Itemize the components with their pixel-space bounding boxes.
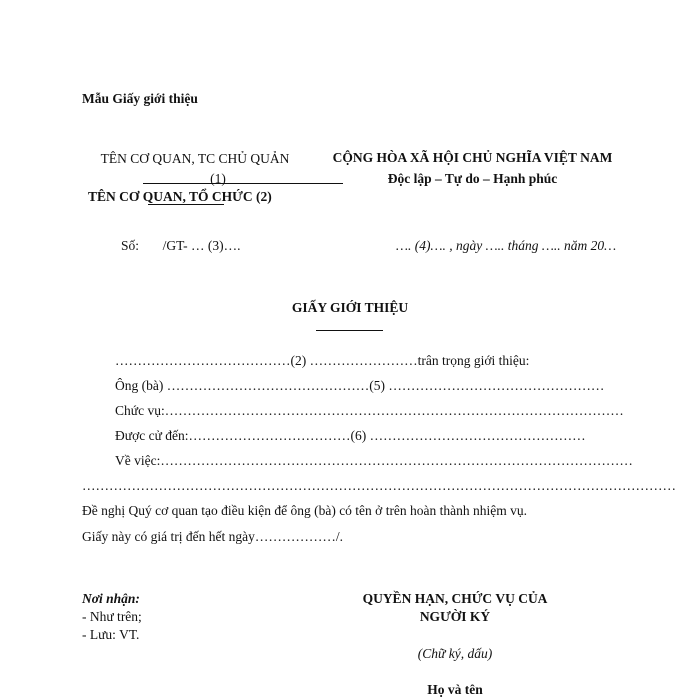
parent-agency-note: (1) [210, 171, 226, 186]
agency-underline [148, 204, 224, 205]
recipient-item: - Như trên; [82, 609, 142, 624]
body-regarding: Về việc:…………………………………………………………………………………………… [115, 453, 633, 468]
signer-name: Họ và tên [427, 682, 483, 697]
body-request: Đề nghị Quý cơ quan tạo điều kiện để ông (bà) có tên ở trên hoàn thành nhiệm vụ. [82, 503, 528, 518]
body-continuation: …………………………………………………………………………………………………………………… [82, 478, 676, 493]
parent-agency: TÊN CƠ QUAN, TC CHỦ QUẢN [100, 151, 290, 166]
signer-authority-line1: QUYỀN HẠN, CHỨC VỤ CỦA [362, 591, 548, 606]
signature-note: (Chữ ký, dấu) [417, 646, 493, 661]
body-intro: …………………………………(2) ……………………trân trọng giới thiệu: [115, 353, 530, 368]
body-sent-to: Được cử đến:………………………………(6) ………………………………………… [115, 428, 586, 443]
place-date: …. (4)…. , ngày ….. tháng ….. năm 20… [396, 238, 617, 253]
national-motto: Độc lập – Tự do – Hạnh phúc [387, 171, 558, 186]
recipient-item: - Lưu: VT. [82, 627, 140, 642]
body-person: Ông (bà) ………………………………………(5) ………………………………………… [115, 378, 605, 393]
document-title: GIẤY GIỚI THIỆU [291, 300, 409, 315]
document-number: Số: /GT- … (3)…. [121, 238, 241, 253]
signer-authority-line2: NGƯỜI KÝ [419, 609, 491, 624]
header-underline [143, 183, 343, 184]
title-underline [316, 330, 383, 331]
body-position: Chức vụ:………………………………………………………………………………………… [115, 403, 624, 418]
national-title: CỘNG HÒA XÃ HỘI CHỦ NGHĨA VIỆT NAM [332, 150, 613, 165]
recipients-label: Nơi nhận: [82, 591, 140, 606]
body-validity: Giấy này có giá trị đến hết ngày………………/. [82, 529, 343, 544]
form-label: Mẫu Giấy giới thiệu [82, 91, 198, 106]
agency-name: TÊN CƠ QUAN, TỔ CHỨC (2) [88, 189, 272, 204]
